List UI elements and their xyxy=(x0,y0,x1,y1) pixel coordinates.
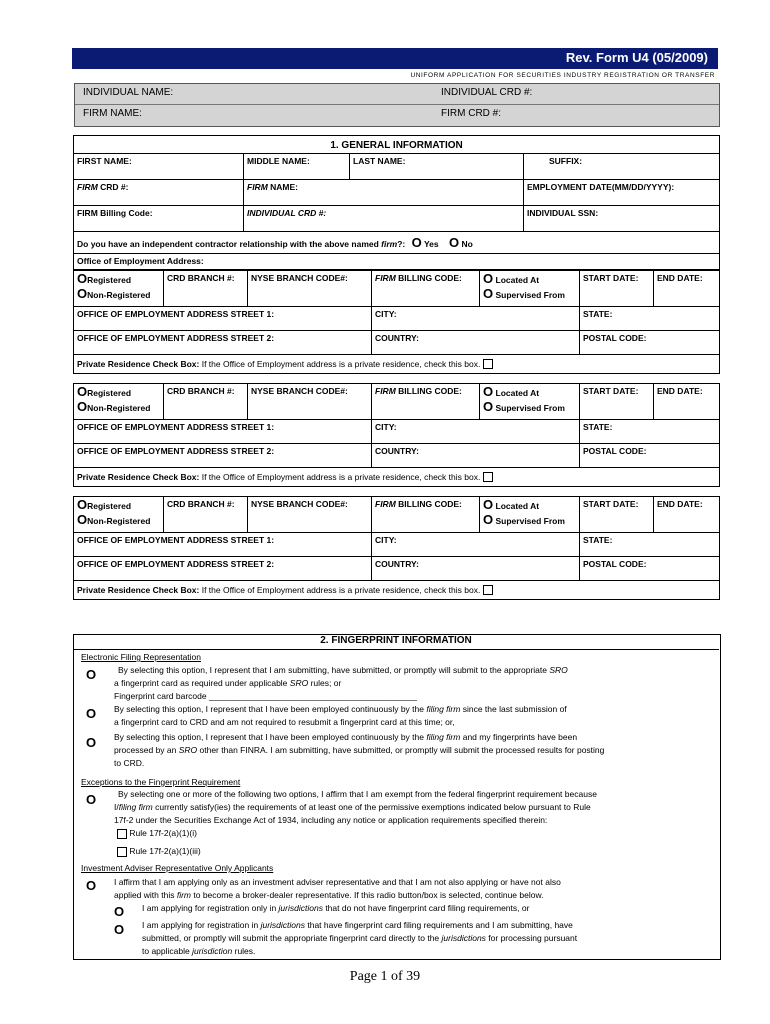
city-field[interactable]: CITY: xyxy=(372,420,580,444)
state-field[interactable]: STATE: xyxy=(580,307,720,331)
firm-name-field[interactable]: FIRM NAME: xyxy=(244,180,524,206)
fingerprint-option-3-radio[interactable]: O xyxy=(86,735,97,750)
exceptions-heading: Exceptions to the Fingerprint Requirement xyxy=(81,777,241,787)
registered-radio[interactable]: O xyxy=(77,384,88,399)
country-field[interactable]: COUNTRY: xyxy=(372,331,580,355)
crd-branch-field[interactable]: CRD BRANCH #: xyxy=(164,497,248,533)
start-date-field[interactable]: START DATE: xyxy=(580,384,654,420)
firm-name-label: FIRM NAME: xyxy=(83,108,142,119)
page-number: Page 1 of 39 xyxy=(349,969,421,984)
rule-17f2-a1iii-label: Rule 17f-2(a)(1)(iii) xyxy=(129,846,201,856)
individual-crd-field[interactable]: INDIVIDUAL CRD #: xyxy=(244,206,524,232)
firm-billing-code-field[interactable]: FIRM Billing Code: xyxy=(74,206,244,232)
iar-radio[interactable]: O xyxy=(86,878,97,893)
fingerprint-option-1-radio[interactable]: O xyxy=(86,667,97,682)
office-address-label: Office of Employment Address: xyxy=(74,254,720,270)
state-field[interactable]: STATE: xyxy=(580,420,720,444)
individual-crd-label: INDIVIDUAL CRD #: xyxy=(441,87,533,98)
fingerprint-section-title: 2. FINGERPRINT INFORMATION xyxy=(320,635,472,646)
middle-name-field[interactable]: MIDDLE NAME: xyxy=(244,154,350,180)
private-residence-row: Private Residence Check Box: If the Office of Employment address is a private residence, check this box. xyxy=(74,355,720,374)
first-name-field[interactable]: FIRST NAME: xyxy=(74,154,244,180)
rule-17f2-a1iii-checkbox[interactable] xyxy=(117,847,127,857)
rule-17f2-a1i-label: Rule 17f-2(a)(1)(i) xyxy=(129,828,197,838)
postal-code-field[interactable]: POSTAL CODE: xyxy=(580,444,720,468)
located-at-radio[interactable]: O xyxy=(483,271,494,286)
supervised-from-radio[interactable]: O xyxy=(483,399,494,414)
office-of-employment-block: ORegistered ONon-Registered CRD BRANCH #: NYSE BRANCH CODE#: FIRM BILLING CODE: O Located At O Supervised From START DATE: END DATE: OFFICE OF EMPLOYMENT ADDRESS STREET 1: CITY: STATE: OFFICE OF EMPLOYMENT ADDRESS STREET 2: COUNTRY: POSTAL CODE: Private Residence Check Box: If the Office of Employment address is a private residence, check this box. xyxy=(73,496,720,600)
form-header-bar xyxy=(72,48,718,69)
end-date-field[interactable]: END DATE: xyxy=(654,271,720,307)
private-residence-row: Private Residence Check Box: If the Office of Employment address is a private residence, check this box. xyxy=(74,468,720,487)
yes-radio[interactable]: O xyxy=(411,235,422,250)
office-of-employment-block: ORegistered ONon-Registered CRD BRANCH #: NYSE BRANCH CODE#: FIRM BILLING CODE: O Located At O Supervised From START DATE: END DATE: OFFICE OF EMPLOYMENT ADDRESS STREET 1: CITY: STATE: OFFICE OF EMPLOYMENT ADDRESS STREET 2: COUNTRY: POSTAL CODE: Private Residence Check Box: If the Office of Employment address is a private residence, check this box. xyxy=(73,383,720,487)
non-registered-radio[interactable]: O xyxy=(77,399,88,414)
firm-billing-code-field[interactable]: FIRM BILLING CODE: xyxy=(372,271,480,307)
efr-heading: Electronic Filing Representation xyxy=(81,652,202,662)
registered-radio[interactable]: O xyxy=(77,271,88,286)
supervised-from-radio[interactable]: O xyxy=(483,512,494,527)
individual-ssn-field[interactable]: INDIVIDUAL SSN: xyxy=(524,206,720,232)
fingerprint-option-1-text: By selecting this option, I represent that I am submitting, have submitted, or promptly will submit to the appropriate SRO xyxy=(118,665,568,675)
general-information-table xyxy=(73,135,720,180)
contractor-question: Do you have an independent contractor relationship with the above named firm?: O Yes O No xyxy=(74,232,720,254)
fingerprint-option-2-radio[interactable]: O xyxy=(86,706,97,721)
identity-box xyxy=(74,83,720,127)
end-date-field[interactable]: END DATE: xyxy=(654,497,720,533)
firm-crd-field[interactable]: FIRM CRD #: xyxy=(74,180,244,206)
fingerprint-barcode-field[interactable]: Fingerprint card barcode ____________________________________________ xyxy=(114,691,417,701)
address-street-1-field[interactable]: OFFICE OF EMPLOYMENT ADDRESS STREET 1: xyxy=(74,420,372,444)
private-residence-checkbox[interactable] xyxy=(483,585,493,595)
firm-billing-code-field[interactable]: FIRM BILLING CODE: xyxy=(372,384,480,420)
address-street-2-field[interactable]: OFFICE OF EMPLOYMENT ADDRESS STREET 2: xyxy=(74,557,372,581)
postal-code-field[interactable]: POSTAL CODE: xyxy=(580,331,720,355)
country-field[interactable]: COUNTRY: xyxy=(372,444,580,468)
city-field[interactable]: CITY: xyxy=(372,533,580,557)
registered-radio[interactable]: O xyxy=(77,497,88,512)
form-subtitle: UNIFORM APPLICATION FOR SECURITIES INDUSTRY REGISTRATION OR TRANSFER xyxy=(410,72,715,79)
office-of-employment-block: ORegistered ONon-Registered CRD BRANCH #: NYSE BRANCH CODE#: FIRM BILLING CODE: O Located At O Supervised From START DATE: END DATE: OFFICE OF EMPLOYMENT ADDRESS STREET 1: CITY: STATE: OFFICE OF EMPLOYMENT ADDRESS STREET 2: COUNTRY: POSTAL CODE: Private Residence Check Box: If the Office of Employment address is a private residence, check this box. xyxy=(73,270,720,374)
firm-billing-code-field[interactable]: FIRM BILLING CODE: xyxy=(372,497,480,533)
firm-crd-label: FIRM CRD #: xyxy=(441,108,501,119)
private-residence-checkbox[interactable] xyxy=(483,472,493,482)
address-street-1-field[interactable]: OFFICE OF EMPLOYMENT ADDRESS STREET 1: xyxy=(74,533,372,557)
city-field[interactable]: CITY: xyxy=(372,307,580,331)
fingerprint-option-2-text: By selecting this option, I represent that I have been employed continuously by the filing firm since the last submission of xyxy=(114,704,567,714)
start-date-field[interactable]: START DATE: xyxy=(580,271,654,307)
located-at-radio[interactable]: O xyxy=(483,497,494,512)
last-name-field[interactable]: LAST NAME: xyxy=(350,154,524,180)
iar-option-1-radio[interactable]: O xyxy=(114,904,125,919)
nyse-branch-field[interactable]: NYSE BRANCH CODE#: xyxy=(248,271,372,307)
address-street-1-field[interactable]: OFFICE OF EMPLOYMENT ADDRESS STREET 1: xyxy=(74,307,372,331)
general-information-table-2 xyxy=(73,179,720,270)
crd-branch-field[interactable]: CRD BRANCH #: xyxy=(164,271,248,307)
country-field[interactable]: COUNTRY: xyxy=(372,557,580,581)
rule-17f2-a1i-checkbox[interactable] xyxy=(117,829,127,839)
supervised-from-radio[interactable]: O xyxy=(483,286,494,301)
no-radio[interactable]: O xyxy=(449,235,460,250)
fingerprint-option-3-text: By selecting this option, I represent that I have been employed continuously by the filing firm and my fingerprints have been xyxy=(114,732,578,742)
nyse-branch-field[interactable]: NYSE BRANCH CODE#: xyxy=(248,497,372,533)
individual-name-label: INDIVIDUAL NAME: xyxy=(83,87,174,98)
address-street-2-field[interactable]: OFFICE OF EMPLOYMENT ADDRESS STREET 2: xyxy=(74,331,372,355)
non-registered-radio[interactable]: O xyxy=(77,286,88,301)
end-date-field[interactable]: END DATE: xyxy=(654,384,720,420)
start-date-field[interactable]: START DATE: xyxy=(580,497,654,533)
employment-date-field[interactable]: EMPLOYMENT DATE(MM/DD/YYYY): xyxy=(524,180,720,206)
general-section-title: 1. GENERAL INFORMATION xyxy=(74,136,720,154)
state-field[interactable]: STATE: xyxy=(580,533,720,557)
non-registered-radio[interactable]: O xyxy=(77,512,88,527)
suffix-field[interactable]: SUFFIX: xyxy=(524,154,720,180)
crd-branch-field[interactable]: CRD BRANCH #: xyxy=(164,384,248,420)
private-residence-row: Private Residence Check Box: If the Office of Employment address is a private residence, check this box. xyxy=(74,581,720,600)
nyse-branch-field[interactable]: NYSE BRANCH CODE#: xyxy=(248,384,372,420)
form-title: Rev. Form U4 (05/2009) xyxy=(565,50,708,65)
postal-code-field[interactable]: POSTAL CODE: xyxy=(580,557,720,581)
iar-option-2-radio[interactable]: O xyxy=(114,922,125,937)
located-at-radio[interactable]: O xyxy=(483,384,494,399)
iar-heading: Investment Adviser Representative Only Applicants xyxy=(81,863,274,873)
address-street-2-field[interactable]: OFFICE OF EMPLOYMENT ADDRESS STREET 2: xyxy=(74,444,372,468)
private-residence-checkbox[interactable] xyxy=(483,359,493,369)
exceptions-radio[interactable]: O xyxy=(86,792,97,807)
